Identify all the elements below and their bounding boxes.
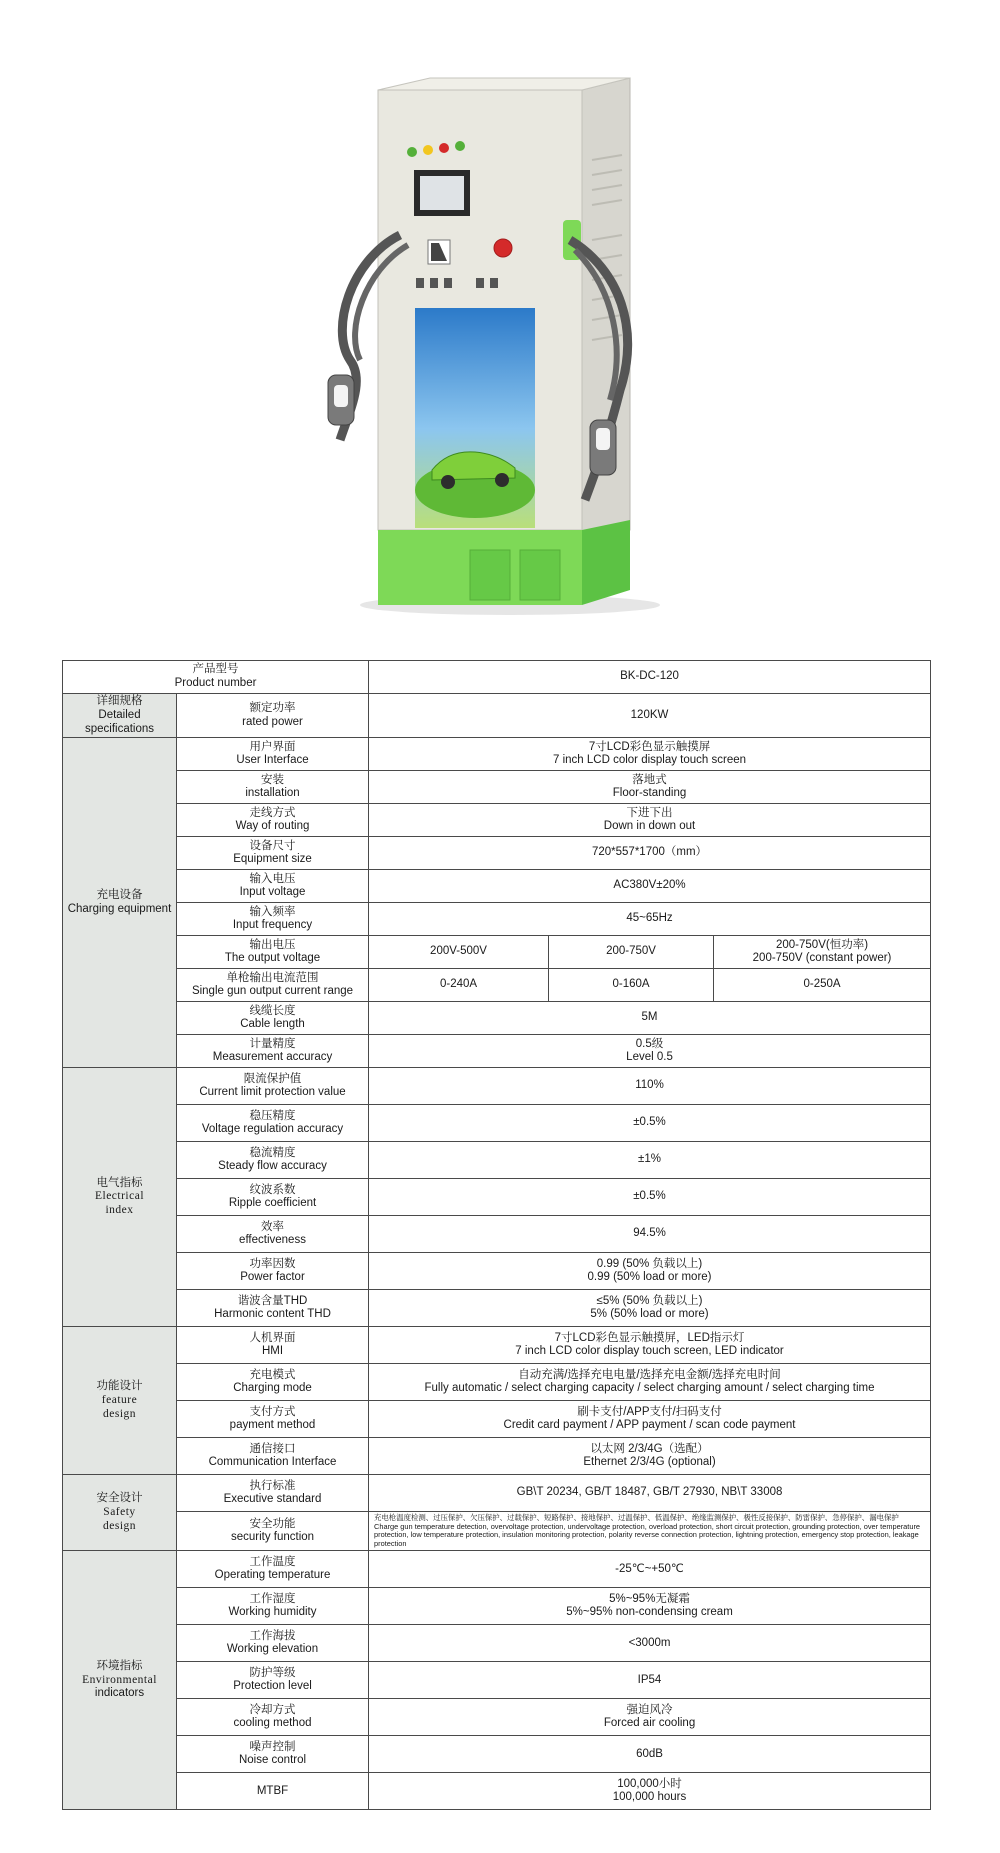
- spec-label: 功率因数 Power factor: [177, 1253, 369, 1290]
- table-row: [63, 1035, 931, 1068]
- detailed-specifications-label: 详细规格 Detailed specifications: [63, 694, 177, 738]
- spec-label: 安全功能 security function: [177, 1512, 369, 1551]
- spec-value: ±0.5%: [369, 1179, 931, 1216]
- rated-power-value: 120KW: [369, 694, 931, 738]
- spec-label: 充电模式 Charging mode: [177, 1364, 369, 1401]
- table-row: [63, 1068, 931, 1105]
- spec-value: 自动充满/选择充电电量/选择充电金额/选择充电时间 Fully automatic / select charging capacity / select charging amount / select charging time: [369, 1364, 931, 1401]
- table-row: [63, 1364, 931, 1401]
- spec-value: 5M: [369, 1002, 931, 1035]
- table-row: [63, 1699, 931, 1736]
- spec-label: 稳流精度 Steady flow accuracy: [177, 1142, 369, 1179]
- spec-value: 0.5级 Level 0.5: [369, 1035, 931, 1068]
- table-row: [63, 661, 931, 694]
- spec-label: 安装 installation: [177, 771, 369, 804]
- spec-label: 计量精度 Measurement accuracy: [177, 1035, 369, 1068]
- table-row: [63, 1253, 931, 1290]
- spec-value: 45~65Hz: [369, 903, 931, 936]
- spec-label: 走线方式 Way of routing: [177, 804, 369, 837]
- spec-value: 60dB: [369, 1736, 931, 1773]
- table-row: [63, 1625, 931, 1662]
- spec-label: 通信接口 Communication Interface: [177, 1438, 369, 1475]
- output-voltage-value: 200V-500V: [369, 936, 549, 969]
- spec-value: 5%~95%无凝霜 5%~95% non-condensing cream: [369, 1588, 931, 1625]
- spec-value: 0.99 (50% 负载以上) 0.99 (50% load or more): [369, 1253, 931, 1290]
- charging-pile-photo: [320, 30, 680, 620]
- spec-label: 输入频率 Input frequency: [177, 903, 369, 936]
- specification-table: [62, 660, 931, 1810]
- spec-value: GB\T 20234, GB/T 18487, GB/T 27930, NB\T 33008: [369, 1475, 931, 1512]
- table-row: [63, 738, 931, 771]
- spec-label: 稳压精度 Voltage regulation accuracy: [177, 1105, 369, 1142]
- table-row: [63, 1142, 931, 1179]
- rated-power-label: 额定功率 rated power: [177, 694, 369, 738]
- table-row: [63, 804, 931, 837]
- electrical-index-group: 电气指标 Electrical index: [63, 1068, 177, 1327]
- charging-equipment-group: 充电设备 Charging equipment: [63, 738, 177, 1068]
- spec-label: 输入电压 Input voltage: [177, 870, 369, 903]
- spec-value: 以太网 2/3/4G（选配） Ethernet 2/3/4G (optional): [369, 1438, 931, 1475]
- spec-value: 落地式 Floor-standing: [369, 771, 931, 804]
- table-row: [63, 1588, 931, 1625]
- spec-value: 7寸LCD彩色显示触摸屏，LED指示灯 7 inch LCD color display touch screen, LED indicator: [369, 1327, 931, 1364]
- spec-value: 110%: [369, 1068, 931, 1105]
- spec-label: 冷却方式 cooling method: [177, 1699, 369, 1736]
- spec-label: 工作温度 Operating temperature: [177, 1551, 369, 1588]
- table-row: [63, 870, 931, 903]
- product-number-value: BK-DC-120: [369, 661, 931, 694]
- table-row: [63, 1216, 931, 1253]
- spec-label: 噪声控制 Noise control: [177, 1736, 369, 1773]
- table-row: [63, 1327, 931, 1364]
- spec-label: 谐波含量THD Harmonic content THD: [177, 1290, 369, 1327]
- table-row: [63, 1551, 931, 1588]
- table-row: [63, 1002, 931, 1035]
- table-row: [63, 1662, 931, 1699]
- spec-value: -25℃~+50℃: [369, 1551, 931, 1588]
- spec-value: 下进下出 Down in down out: [369, 804, 931, 837]
- spec-value: ±1%: [369, 1142, 931, 1179]
- table-row: [63, 1290, 931, 1327]
- output-voltage-label: 输出电压 The output voltage: [177, 936, 369, 969]
- table-row: [63, 1401, 931, 1438]
- spec-value: 强迫风冷 Forced air cooling: [369, 1699, 931, 1736]
- spec-value: <3000m: [369, 1625, 931, 1662]
- spec-label: 工作湿度 Working humidity: [177, 1588, 369, 1625]
- spec-value: 充电枪温度检测、过压保护、欠压保护、过载保护、短路保护、接地保护、过温保护、低温保护、绝缘监测保护、极性反接保护、防雷保护、急停保护、漏电保护 Charge gun temperature detection, overvoltage protection, undervoltage protection, overload protection, short circuit protection, grounding protection, over temperature protection, low temperature protection, insulation monitoring protection, polarity reverse connection protection, lightning protection, emergency stop protection, leakage protection: [369, 1512, 931, 1551]
- table-row: [63, 903, 931, 936]
- spec-label: 执行标准 Executive standard: [177, 1475, 369, 1512]
- spec-value: 720*557*1700（mm）: [369, 837, 931, 870]
- spec-label: 用户界面 User Interface: [177, 738, 369, 771]
- spec-value: AC380V±20%: [369, 870, 931, 903]
- spec-value: IP54: [369, 1662, 931, 1699]
- table-row: [63, 1512, 931, 1551]
- spec-value: 7寸LCD彩色显示触摸屏 7 inch LCD color display touch screen: [369, 738, 931, 771]
- spec-label: 设备尺寸 Equipment size: [177, 837, 369, 870]
- spec-value: 刷卡支付/APP支付/扫码支付 Credit card payment / APP payment / scan code payment: [369, 1401, 931, 1438]
- spec-value: ≤5% (50% 负载以上) 5% (50% load or more): [369, 1290, 931, 1327]
- current-range-value: 0-240A: [369, 969, 549, 1002]
- current-range-value: 0-250A: [714, 969, 931, 1002]
- current-range-value: 0-160A: [549, 969, 714, 1002]
- product-number-label: 产品型号 Product number: [63, 661, 369, 694]
- spec-label: MTBF: [177, 1773, 369, 1810]
- table-row: [63, 1475, 931, 1512]
- table-row: [63, 936, 931, 969]
- spec-label: 支付方式 payment method: [177, 1401, 369, 1438]
- spec-label: 线缆长度 Cable length: [177, 1002, 369, 1035]
- table-row: [63, 694, 931, 738]
- output-voltage-value: 200-750V(恒功率) 200-750V (constant power): [714, 936, 931, 969]
- spec-label: 防护等级 Protection level: [177, 1662, 369, 1699]
- environmental-indicators-group: 环境指标 Environmental indicators: [63, 1551, 177, 1810]
- spec-label: 纹波系数 Ripple coefficient: [177, 1179, 369, 1216]
- spec-label: 效率 effectiveness: [177, 1216, 369, 1253]
- table-row: [63, 1736, 931, 1773]
- table-row: [63, 1105, 931, 1142]
- current-range-label: 单枪输出电流范围 Single gun output current range: [177, 969, 369, 1002]
- table-row: [63, 1438, 931, 1475]
- spec-value: ±0.5%: [369, 1105, 931, 1142]
- spec-label: 人机界面 HMI: [177, 1327, 369, 1364]
- table-row: [63, 1179, 931, 1216]
- table-row: [63, 771, 931, 804]
- spec-label: 限流保护值 Current limit protection value: [177, 1068, 369, 1105]
- table-row: [63, 837, 931, 870]
- safety-design-group: 安全设计 Safety design: [63, 1475, 177, 1551]
- output-voltage-value: 200-750V: [549, 936, 714, 969]
- spec-label: 工作海拔 Working elevation: [177, 1625, 369, 1662]
- spec-value: 94.5%: [369, 1216, 931, 1253]
- table-row: [63, 1773, 931, 1810]
- feature-design-group: 功能设计 feature design: [63, 1327, 177, 1475]
- table-row: [63, 969, 931, 1002]
- spec-value: 100,000小时 100,000 hours: [369, 1773, 931, 1810]
